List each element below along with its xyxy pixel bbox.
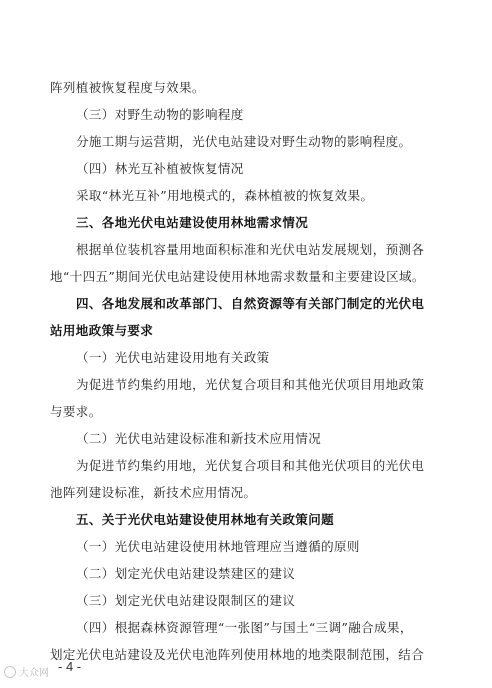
- body-text-line: 为促进节约集约用地，光伏复合项目和其他光伏项目的光伏电: [76, 458, 425, 473]
- section-heading: 三、各地光伏电站建设使用林地需求情况: [76, 215, 309, 230]
- watermark: [4, 664, 49, 679]
- section-heading: 四、各地发展和改革部门、自然资源等有关部门制定的光伏电: [76, 296, 425, 311]
- section-heading: 五、关于光伏电站建设使用林地有关政策问题: [76, 512, 335, 527]
- body-text-line: 划定光伏电站建设及光伏电池阵列使用林地的地类限制范围，结合: [50, 647, 425, 662]
- subsection-heading: （一）光伏电站建设用地有关政策: [76, 350, 270, 365]
- subsection-heading: （三）划定光伏电站建设限制区的建议: [76, 593, 296, 608]
- subsection-heading: （四）根据森林资源管理“一张图”与国土“三调”融合成果，: [76, 620, 413, 635]
- body-text-line: 池阵列建设标准，新技术应用情况。: [50, 485, 257, 500]
- body-text-line: 分施工期与运营期，光伏电站建设对野生动物的影响程度。: [76, 134, 412, 149]
- section-heading-continued: 站用地政策与要求: [50, 323, 154, 338]
- watermark-logo-icon: [4, 666, 16, 678]
- body-text-line: 与要求。: [50, 404, 102, 419]
- subsection-heading: （四）林光互补植被恢复情况: [76, 161, 244, 176]
- page-number: - 4 -: [58, 659, 82, 674]
- subsection-heading: （二）划定光伏电站建设禁建区的建议: [76, 566, 296, 581]
- subsection-heading: （一）光伏电站建设使用林地管理应当遵循的原则: [76, 539, 360, 554]
- body-text-line: 根据单位装机容量用地面积标准和光伏电站发展规划，预测各: [76, 242, 425, 257]
- watermark-text: 大众网: [19, 668, 49, 679]
- subsection-heading: （二）光伏电站建设标准和新技术应用情况: [76, 431, 322, 446]
- subsection-heading: （三）对野生动物的影响程度: [76, 107, 244, 122]
- body-text-line: 为促进节约集约用地，光伏复合项目和其他光伏项目用地政策: [76, 377, 425, 392]
- body-text-line: 采取“林光互补”用地模式的，森林植被的恢复效果。: [76, 188, 374, 203]
- body-text-line: 阵列植被恢复程度与效果。: [50, 80, 205, 95]
- body-text-line: 地“十四五”期间光伏电站建设使用林地需求数量和主要建设区域。: [50, 269, 425, 284]
